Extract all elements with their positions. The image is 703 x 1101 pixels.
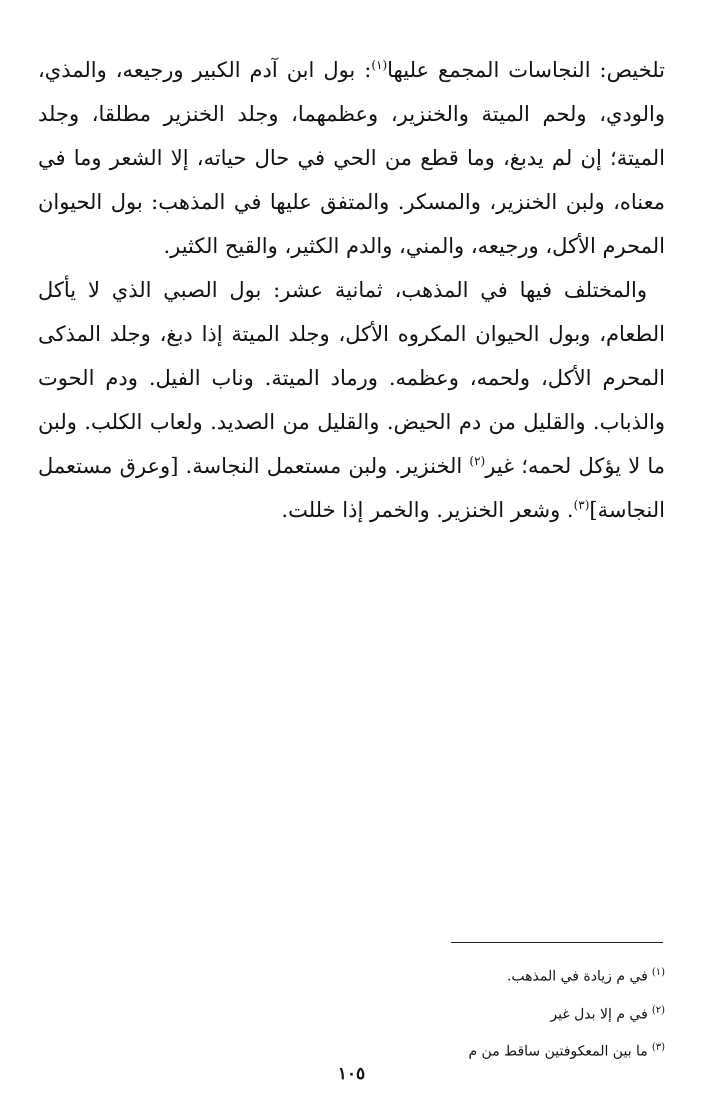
- footnote-number: (٣): [651, 1042, 665, 1054]
- footnote-text: ما بين المعكوفتين ساقط من م: [468, 1043, 648, 1060]
- footnote-number: (٢): [651, 1004, 665, 1016]
- footnote-ref-3: (٣): [573, 498, 590, 512]
- footnote-text: في م زيادة في المذهب.: [506, 968, 648, 985]
- paragraph-disputed: [38, 268, 665, 532]
- paragraph-text: : بول ابن آدم الكبير ورجيعه، والمذي، والودي، ولحم الميتة والخنزير، وعظمهما، وجلد الخنزير مطلقا، وجلد الميتة؛ إن لم يدبغ، وما قطع من الحي في حال حياته، إلا الشعر وما في معناه، ولبن الخنزير، والمسكر. والمتفق عليها في المذهب: بول الحيوان المحرم الأكل، ورجيعه، والمني، والدم الكثير، والقيح الكثير.: [38, 58, 665, 258]
- footnote-text: في م إلا بدل غير: [550, 1006, 648, 1023]
- paragraph-summary: [38, 48, 665, 268]
- footnotes: [265, 956, 665, 1069]
- footnote-ref-2: (٢): [469, 454, 486, 468]
- paragraph-text: . وشعر الخنزير. والخمر إذا خللت.: [281, 498, 574, 522]
- footnote-ref-1: (١): [371, 58, 388, 72]
- footnote-2: [265, 994, 665, 1032]
- paragraph-text: والمختلف فيها في المذهب، ثمانية عشر: بول الصبي الذي لا يأكل الطعام، وبول الحيوان المكروه الأكل، وجلد الميتة إذا دبغ، وجلد المذكى المحرم الأكل، ولحمه، وعظمه. ورماد الميتة. وناب الفيل. ودم الحوت والذباب. والقليل من دم الحيض. والقليل من الصديد. ولعاب الكلب. ولبن ما لا يؤكل لحمه؛ غير: [38, 278, 665, 478]
- main-text-body: [38, 48, 665, 532]
- paragraph-text: تلخيص: النجاسات المجمع عليها: [387, 58, 665, 82]
- paragraph-text: الخنزير. ولبن مستعمل النجاسة. [وعرق مستعمل النجاسة]: [38, 454, 665, 522]
- footnote-number: (١): [651, 967, 665, 978]
- footnote-divider: [451, 942, 663, 943]
- page-number: ١٠٥: [337, 1064, 366, 1084]
- footnote-1: [265, 956, 665, 994]
